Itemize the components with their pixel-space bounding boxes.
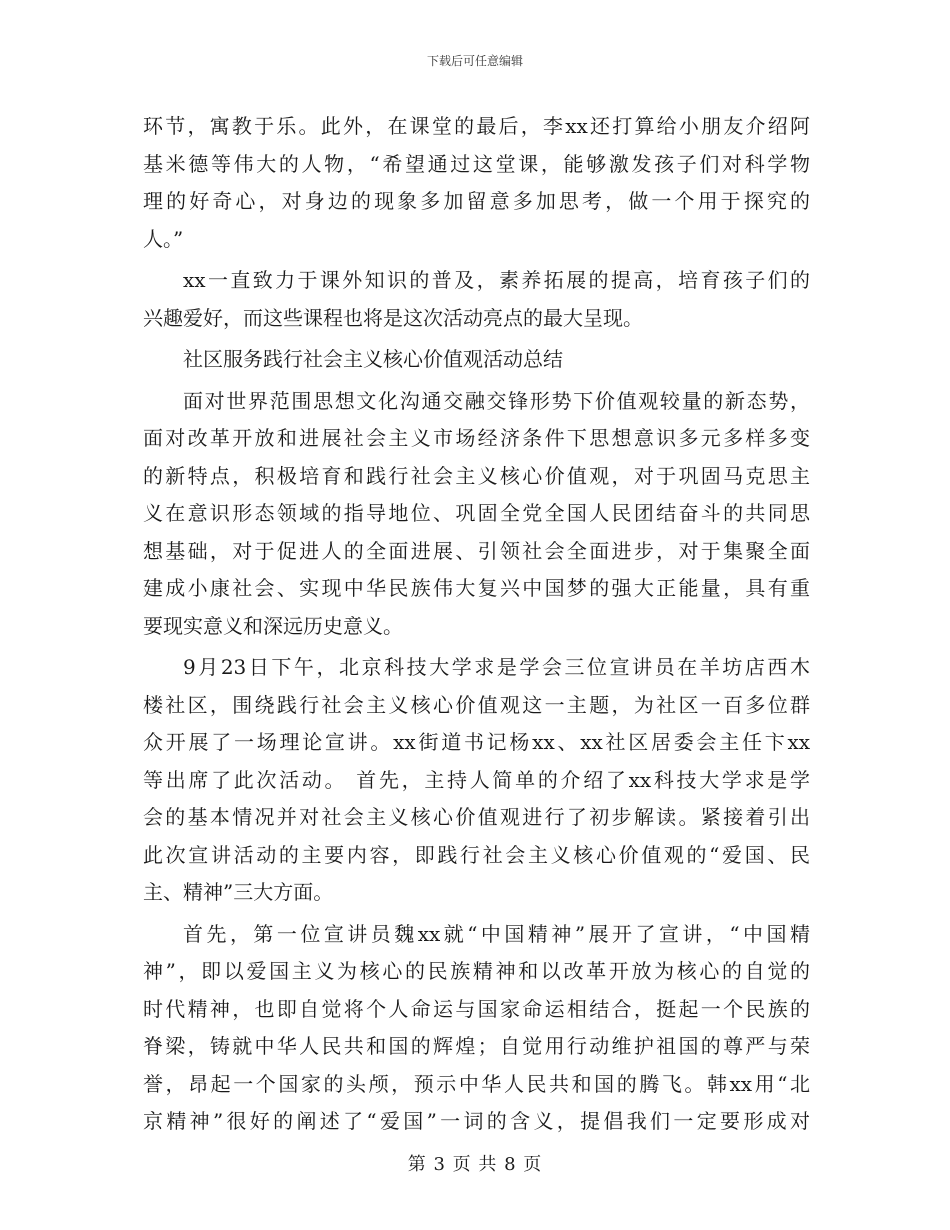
document-body bbox=[143, 108, 810, 1141]
text-line: 人。” bbox=[143, 226, 184, 251]
text-line: 的新特点，积极培育和践行社会主义核心价值观，对于巩固马克思主 bbox=[143, 463, 810, 488]
text-line: 面对改革开放和进展社会主义市场经济条件下思想意识多元多样多变 bbox=[143, 426, 810, 450]
paragraph bbox=[143, 108, 810, 258]
text-line: 理的好奇心，对身边的现象多加留意多加思考，做一个用于探究的 bbox=[143, 189, 810, 213]
text-line: 时代精神，也即自觉将个人命运与国家命运相结合，挺起一个民族的 bbox=[143, 996, 810, 1021]
page-footer: 第 3 页 共 8 页 bbox=[407, 1154, 543, 1175]
text-line: 等出席了此次活动。 首先，主持人简单的介绍了xx科技大学求是学 bbox=[143, 767, 810, 792]
text-line: 9月23日下午，北京科技大学求是学会三位宣讲员在羊坊店西木 bbox=[183, 655, 810, 679]
text-line: 众开展了一场理论宣讲。xx街道书记杨xx、xx社区居委会主任卞xx bbox=[143, 730, 810, 754]
text-line: 会的基本情况并对社会主义核心价值观进行了初步解读。紧接着引出 bbox=[143, 805, 810, 829]
section-title bbox=[143, 341, 810, 379]
text-line: 首先，第一位宣讲员魏xx就“中国精神”展开了宣讲，“中国精 bbox=[183, 921, 810, 946]
text-line: 兴趣爱好，而这些课程也将是这次活动亮点的最大呈现。 bbox=[143, 305, 643, 330]
text-line: 主、精神”三大方面。 bbox=[143, 880, 334, 904]
text-line: 此次宣讲活动的主要内容，即践行社会主义核心价值观的“爱国、民 bbox=[143, 842, 810, 867]
text-line: 想基础，对于促进人的全面进展、引领社会全面进步，对于集聚全面 bbox=[143, 538, 810, 563]
paragraph bbox=[143, 916, 810, 1141]
text-line: 基米德等伟大的人物，“希望通过这堂课，能够激发孩子们对科学物 bbox=[143, 151, 810, 176]
text-line: 脊梁，铸就中华人民共和国的辉煌；自觉用行动维护祖国的尊严与荣 bbox=[143, 1034, 810, 1058]
text-line: 环节，寓教于乐。此外，在课堂的最后，李xx还打算给小朋友介绍阿 bbox=[143, 114, 810, 138]
text-line: 神”，即以爱国主义为核心的民族精神和以改革开放为核心的自觉的 bbox=[143, 959, 810, 983]
text-line: 义在意识形态领域的指导地位、巩固全党全国人民团结奋斗的共同思 bbox=[143, 501, 810, 525]
text-line: 面对世界范围思想文化沟通交融交锋形势下价值观较量的新态势， bbox=[183, 388, 810, 413]
text-line: 要现实意义和深远历史意义。 bbox=[143, 613, 403, 638]
paragraph bbox=[143, 262, 810, 337]
text-line: 誉，昂起一个国家的头颅，预示中华人民共和国的腾飞。韩xx用“北 bbox=[143, 1071, 810, 1096]
text-line: 社区服务践行社会主义核心价值观活动总结 bbox=[183, 347, 563, 371]
text-line: 建成小康社会、实现中华民族伟大复兴中国梦的强大正能量，具有重 bbox=[143, 576, 810, 600]
paragraph bbox=[143, 649, 810, 912]
paragraph bbox=[143, 383, 810, 646]
text-line: 京精神”很好的阐述了“爱国”一词的含义，提倡我们一定要形成对 bbox=[143, 1109, 810, 1133]
page-header: 下载后可任意编辑 bbox=[426, 54, 523, 68]
text-line: 楼社区，围绕践行社会主义核心价值观这一主题，为社区一百多位群 bbox=[143, 692, 810, 717]
text-line: xx一直致力于课外知识的普及，素养拓展的提高，培育孩子们的 bbox=[183, 268, 810, 292]
